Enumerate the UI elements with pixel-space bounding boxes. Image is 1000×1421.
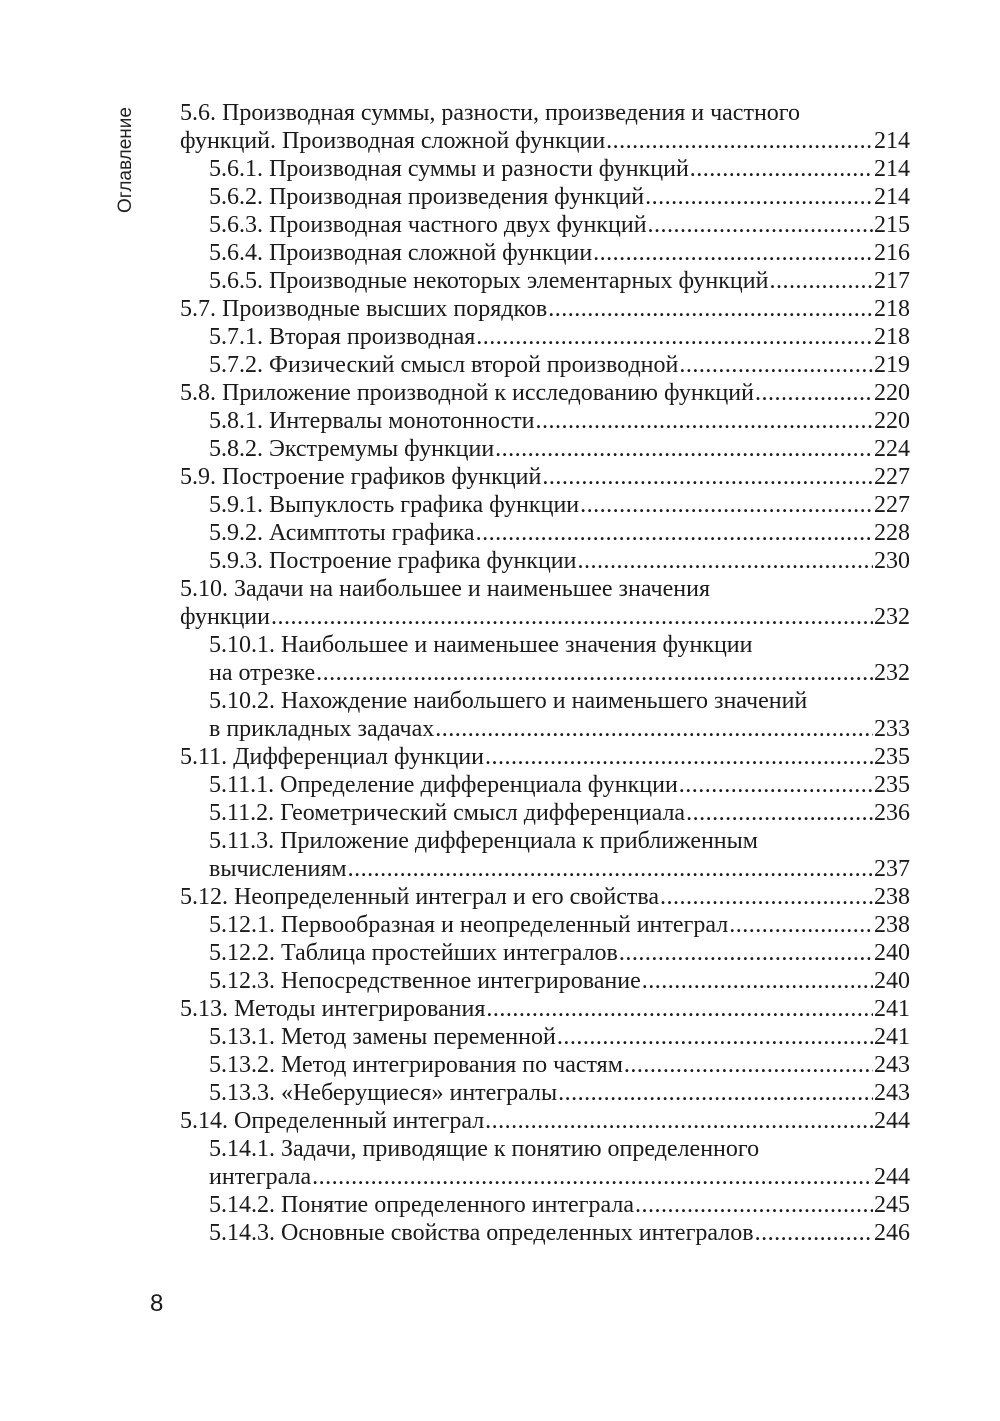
toc-entry[interactable]: [180, 99, 910, 155]
toc-entry-title-line: 5.6. Производная суммы, разности, произведения и частного: [180, 100, 801, 126]
dot-leader: [312, 1163, 873, 1191]
toc-entry-page: 238: [874, 912, 910, 938]
toc-entry-page: 215: [874, 212, 910, 238]
toc-entry-page: 240: [874, 968, 910, 994]
toc-entry[interactable]: [180, 1051, 910, 1079]
toc-entry-page: 241: [874, 1024, 910, 1050]
toc-entry[interactable]: [180, 575, 910, 631]
toc-entry[interactable]: [180, 295, 910, 323]
toc-entry-page: 227: [874, 492, 910, 518]
toc-entry-title-line: 5.8.2. Экстремумы функции: [209, 436, 495, 462]
toc-entry[interactable]: [180, 1135, 910, 1191]
toc-entry[interactable]: [180, 799, 910, 827]
toc-entry-row: [209, 211, 910, 239]
toc-entry-row: [209, 1219, 910, 1247]
toc-entry-title-line: 5.6.2. Производная произведения функций: [209, 184, 645, 210]
toc-entry-title-line: 5.11.3. Приложение дифференциала к приближенным: [209, 828, 758, 854]
toc-entry-title-line: 5.9.1. Выпуклость графика функции: [209, 492, 580, 518]
toc-entry-title-line: 5.9. Построение графиков функций: [180, 464, 542, 490]
toc-entry[interactable]: [180, 407, 910, 435]
dot-leader: [679, 351, 873, 379]
dot-leader: [485, 743, 873, 771]
toc-entry[interactable]: [180, 939, 910, 967]
toc-entry-row: [180, 995, 910, 1023]
toc-entry-page: 244: [874, 1108, 910, 1134]
dot-leader: [348, 855, 873, 883]
toc-entry-title-line: функций. Производная сложной функции: [180, 128, 606, 154]
dot-leader: [476, 519, 873, 547]
dot-leader: [660, 883, 873, 911]
toc-entry-title-line: 5.12.3. Непосредственное интегрирование: [209, 968, 641, 994]
toc-entry[interactable]: [180, 883, 910, 911]
dot-leader: [642, 967, 873, 995]
dot-leader: [645, 183, 873, 211]
toc-entry-page: 235: [874, 772, 910, 798]
toc-entry-row: [209, 911, 910, 939]
dot-leader: [535, 407, 873, 435]
dot-leader: [619, 939, 873, 967]
toc-entry-title-line: 5.6.4. Производная сложной функции: [209, 240, 593, 266]
toc-entry-page: 214: [874, 184, 910, 210]
toc-entry[interactable]: [180, 1219, 910, 1247]
toc-entry[interactable]: [180, 519, 910, 547]
toc-entry[interactable]: [180, 743, 910, 771]
toc-entry-row: [209, 267, 910, 295]
toc-entry-page: 218: [874, 324, 910, 350]
table-of-contents: [180, 99, 910, 1247]
toc-entry[interactable]: [180, 323, 910, 351]
toc-entry-page: 236: [874, 800, 910, 826]
toc-entry[interactable]: [180, 995, 910, 1023]
toc-entry-title-line: 5.13.1. Метод замены переменной: [209, 1024, 556, 1050]
toc-entry-page: 244: [874, 1164, 910, 1190]
toc-entry-page: 240: [874, 940, 910, 966]
dot-leader: [593, 239, 873, 267]
toc-entry-page: 235: [874, 744, 910, 770]
toc-entry-title-line: 5.11.2. Геометрический смысл дифференциала: [209, 800, 686, 826]
toc-entry-page: 218: [874, 296, 910, 322]
toc-entry-row: [209, 407, 910, 435]
toc-entry-title-line: 5.14. Определенный интеграл: [180, 1108, 485, 1134]
toc-entry[interactable]: [180, 463, 910, 491]
toc-entry-row: [209, 1079, 910, 1107]
toc-entry[interactable]: [180, 547, 910, 575]
toc-entry-page: 214: [874, 128, 910, 154]
toc-entry-row: [209, 183, 910, 211]
toc-entry-row: [209, 855, 910, 883]
dot-leader: [729, 911, 873, 939]
toc-entry-page: 233: [874, 716, 910, 742]
dot-leader: [316, 659, 873, 687]
toc-entry-title-line: 5.8. Приложение производной к исследованию функций: [180, 380, 754, 406]
dot-leader: [755, 1219, 873, 1247]
toc-entry-row: [209, 155, 910, 183]
dot-leader: [558, 1079, 873, 1107]
toc-entry-row: [209, 491, 910, 519]
toc-entry[interactable]: [180, 211, 910, 239]
toc-entry-title-line: 5.10.1. Наибольшее и наименьшее значения функции: [209, 632, 753, 658]
dot-leader: [577, 547, 873, 575]
dot-leader: [755, 379, 873, 407]
toc-entry-row: [209, 519, 910, 547]
toc-entry-title-line: 5.11. Дифференциал функции: [180, 744, 484, 770]
toc-entry-title-line: 5.6.1. Производная суммы и разности функций: [209, 156, 689, 182]
toc-entry-row: [209, 1023, 910, 1051]
toc-entry-row: [209, 435, 910, 463]
toc-entry-title-line: 5.13.3. «Неберущиеся» интегралы: [209, 1080, 558, 1106]
toc-entry[interactable]: [180, 351, 910, 379]
toc-entry-row: [180, 883, 910, 911]
toc-entry-page: 220: [874, 380, 910, 406]
toc-entry[interactable]: [180, 911, 910, 939]
dot-leader: [686, 799, 873, 827]
toc-entry[interactable]: [180, 1107, 910, 1135]
dot-leader: [690, 155, 873, 183]
toc-entry-row: [180, 1107, 910, 1135]
toc-entry[interactable]: [180, 967, 910, 995]
toc-entry-page: 216: [874, 240, 910, 266]
toc-entry-row: [209, 1051, 910, 1079]
toc-entry-title-line: 5.7.1. Вторая производная: [209, 324, 476, 350]
toc-entry-page: 238: [874, 884, 910, 910]
toc-entry-title-line: 5.14.3. Основные свойства определенных интегралов: [209, 1220, 754, 1246]
toc-entry-title-line: 5.7. Производные высших порядков: [180, 296, 548, 322]
toc-entry[interactable]: [180, 379, 910, 407]
toc-entry[interactable]: [180, 631, 910, 687]
toc-entry-title-line: функции: [180, 604, 270, 630]
toc-entry-row: [209, 799, 910, 827]
toc-entry[interactable]: [180, 1191, 910, 1219]
dot-leader: [635, 1191, 873, 1219]
toc-entry[interactable]: [180, 491, 910, 519]
toc-entry-row: [209, 323, 910, 351]
toc-entry-title-line: 5.6.3. Производная частного двух функций: [209, 212, 647, 238]
toc-entry[interactable]: [180, 183, 910, 211]
toc-entry-title-line: 5.10.2. Нахождение наибольшего и наименьшего значений: [209, 688, 808, 714]
toc-entry-row: [209, 967, 910, 995]
toc-entry[interactable]: [180, 1023, 910, 1051]
dot-leader: [606, 127, 873, 155]
toc-entry-title-line: 5.8.1. Интервалы монотонности: [209, 408, 535, 434]
dot-leader: [548, 295, 873, 323]
dot-leader: [624, 1051, 873, 1079]
toc-entry-title-line: вычислениям: [209, 856, 347, 882]
toc-entry-row: [209, 771, 910, 799]
dot-leader: [542, 463, 873, 491]
dot-leader: [485, 1107, 873, 1135]
dot-leader: [769, 267, 873, 295]
toc-entry-page: 245: [874, 1192, 910, 1218]
dot-leader: [435, 715, 873, 743]
toc-entry[interactable]: [180, 239, 910, 267]
toc-entry[interactable]: [180, 827, 910, 883]
toc-entry-title-line: 5.12.1. Первообразная и неопределенный интеграл: [209, 912, 729, 938]
dot-leader: [495, 435, 873, 463]
toc-entry-title-line: 5.12. Неопределенный интеграл и его свойства: [180, 884, 660, 910]
toc-entry-page: 232: [874, 660, 910, 686]
toc-entry-row: [209, 715, 910, 743]
toc-entry-title-line: 5.7.2. Физический смысл второй производной: [209, 352, 679, 378]
toc-entry-page: 224: [874, 436, 910, 462]
toc-entry-page: 219: [874, 352, 910, 378]
toc-entry-page: 230: [874, 548, 910, 574]
toc-entry-page: 241: [874, 996, 910, 1022]
toc-entry[interactable]: [180, 267, 910, 295]
dot-leader: [271, 603, 873, 631]
toc-entry-title-line: 5.6.5. Производные некоторых элементарных функций: [209, 268, 769, 294]
toc-entry[interactable]: [180, 1079, 910, 1107]
toc-entry-title-line: 5.12.2. Таблица простейших интегралов: [209, 940, 618, 966]
dot-leader: [557, 1023, 873, 1051]
page-number: 8: [150, 1290, 164, 1317]
toc-entry[interactable]: [180, 435, 910, 463]
toc-entry-title-line: 5.13. Методы интегрирования: [180, 996, 486, 1022]
toc-entry-title-line: 5.9.3. Построение графика функции: [209, 548, 577, 574]
toc-entry-row: [180, 127, 910, 155]
toc-entry-title-line: на отрезке: [209, 660, 316, 686]
running-head: [114, 100, 138, 220]
toc-entry-row: [180, 295, 910, 323]
toc-entry-title-line: 5.14.2. Понятие определенного интеграла: [209, 1192, 634, 1218]
toc-entry[interactable]: [180, 155, 910, 183]
toc-entry-title-line: 5.9.2. Асимптоты графика: [209, 520, 475, 546]
toc-entry-row: [180, 743, 910, 771]
toc-entry-title-line: 5.13.2. Метод интегрирования по частям: [209, 1052, 623, 1078]
dot-leader: [476, 323, 873, 351]
toc-entry-page: 237: [874, 856, 910, 882]
dot-leader: [486, 995, 873, 1023]
dot-leader: [648, 211, 873, 239]
toc-entry-page: 243: [874, 1080, 910, 1106]
toc-entry-page: 246: [874, 1220, 910, 1246]
toc-entry-row: [209, 1163, 910, 1191]
toc-entry-page: 228: [874, 520, 910, 546]
toc-entry-row: [209, 659, 910, 687]
toc-entry-row: [180, 463, 910, 491]
running-head-text: Оглавление: [115, 107, 136, 213]
toc-entry-row: [180, 379, 910, 407]
toc-entry-title-line: 5.10. Задачи на наибольшее и наименьшее значения: [180, 576, 710, 602]
toc-entry-title-line: интеграла: [209, 1164, 312, 1190]
toc-entry-title-line: 5.11.1. Определение дифференциала функции: [209, 772, 678, 798]
toc-entry[interactable]: [180, 687, 910, 743]
toc-entry-page: 214: [874, 156, 910, 182]
toc-entry-row: [209, 351, 910, 379]
toc-entry-page: 220: [874, 408, 910, 434]
toc-entry-row: [180, 603, 910, 631]
toc-entry-row: [209, 547, 910, 575]
toc-entry[interactable]: [180, 771, 910, 799]
toc-entry-row: [209, 239, 910, 267]
toc-entry-row: [209, 1191, 910, 1219]
dot-leader: [580, 491, 873, 519]
toc-entry-page: 227: [874, 464, 910, 490]
dot-leader: [679, 771, 873, 799]
toc-entry-page: 217: [874, 268, 910, 294]
toc-entry-page: 243: [874, 1052, 910, 1078]
toc-entry-page: 232: [874, 604, 910, 630]
toc-entry-title-line: в прикладных задачах: [209, 716, 435, 742]
toc-entry-title-line: 5.14.1. Задачи, приводящие к понятию определенного: [209, 1136, 760, 1162]
toc-entry-row: [209, 939, 910, 967]
